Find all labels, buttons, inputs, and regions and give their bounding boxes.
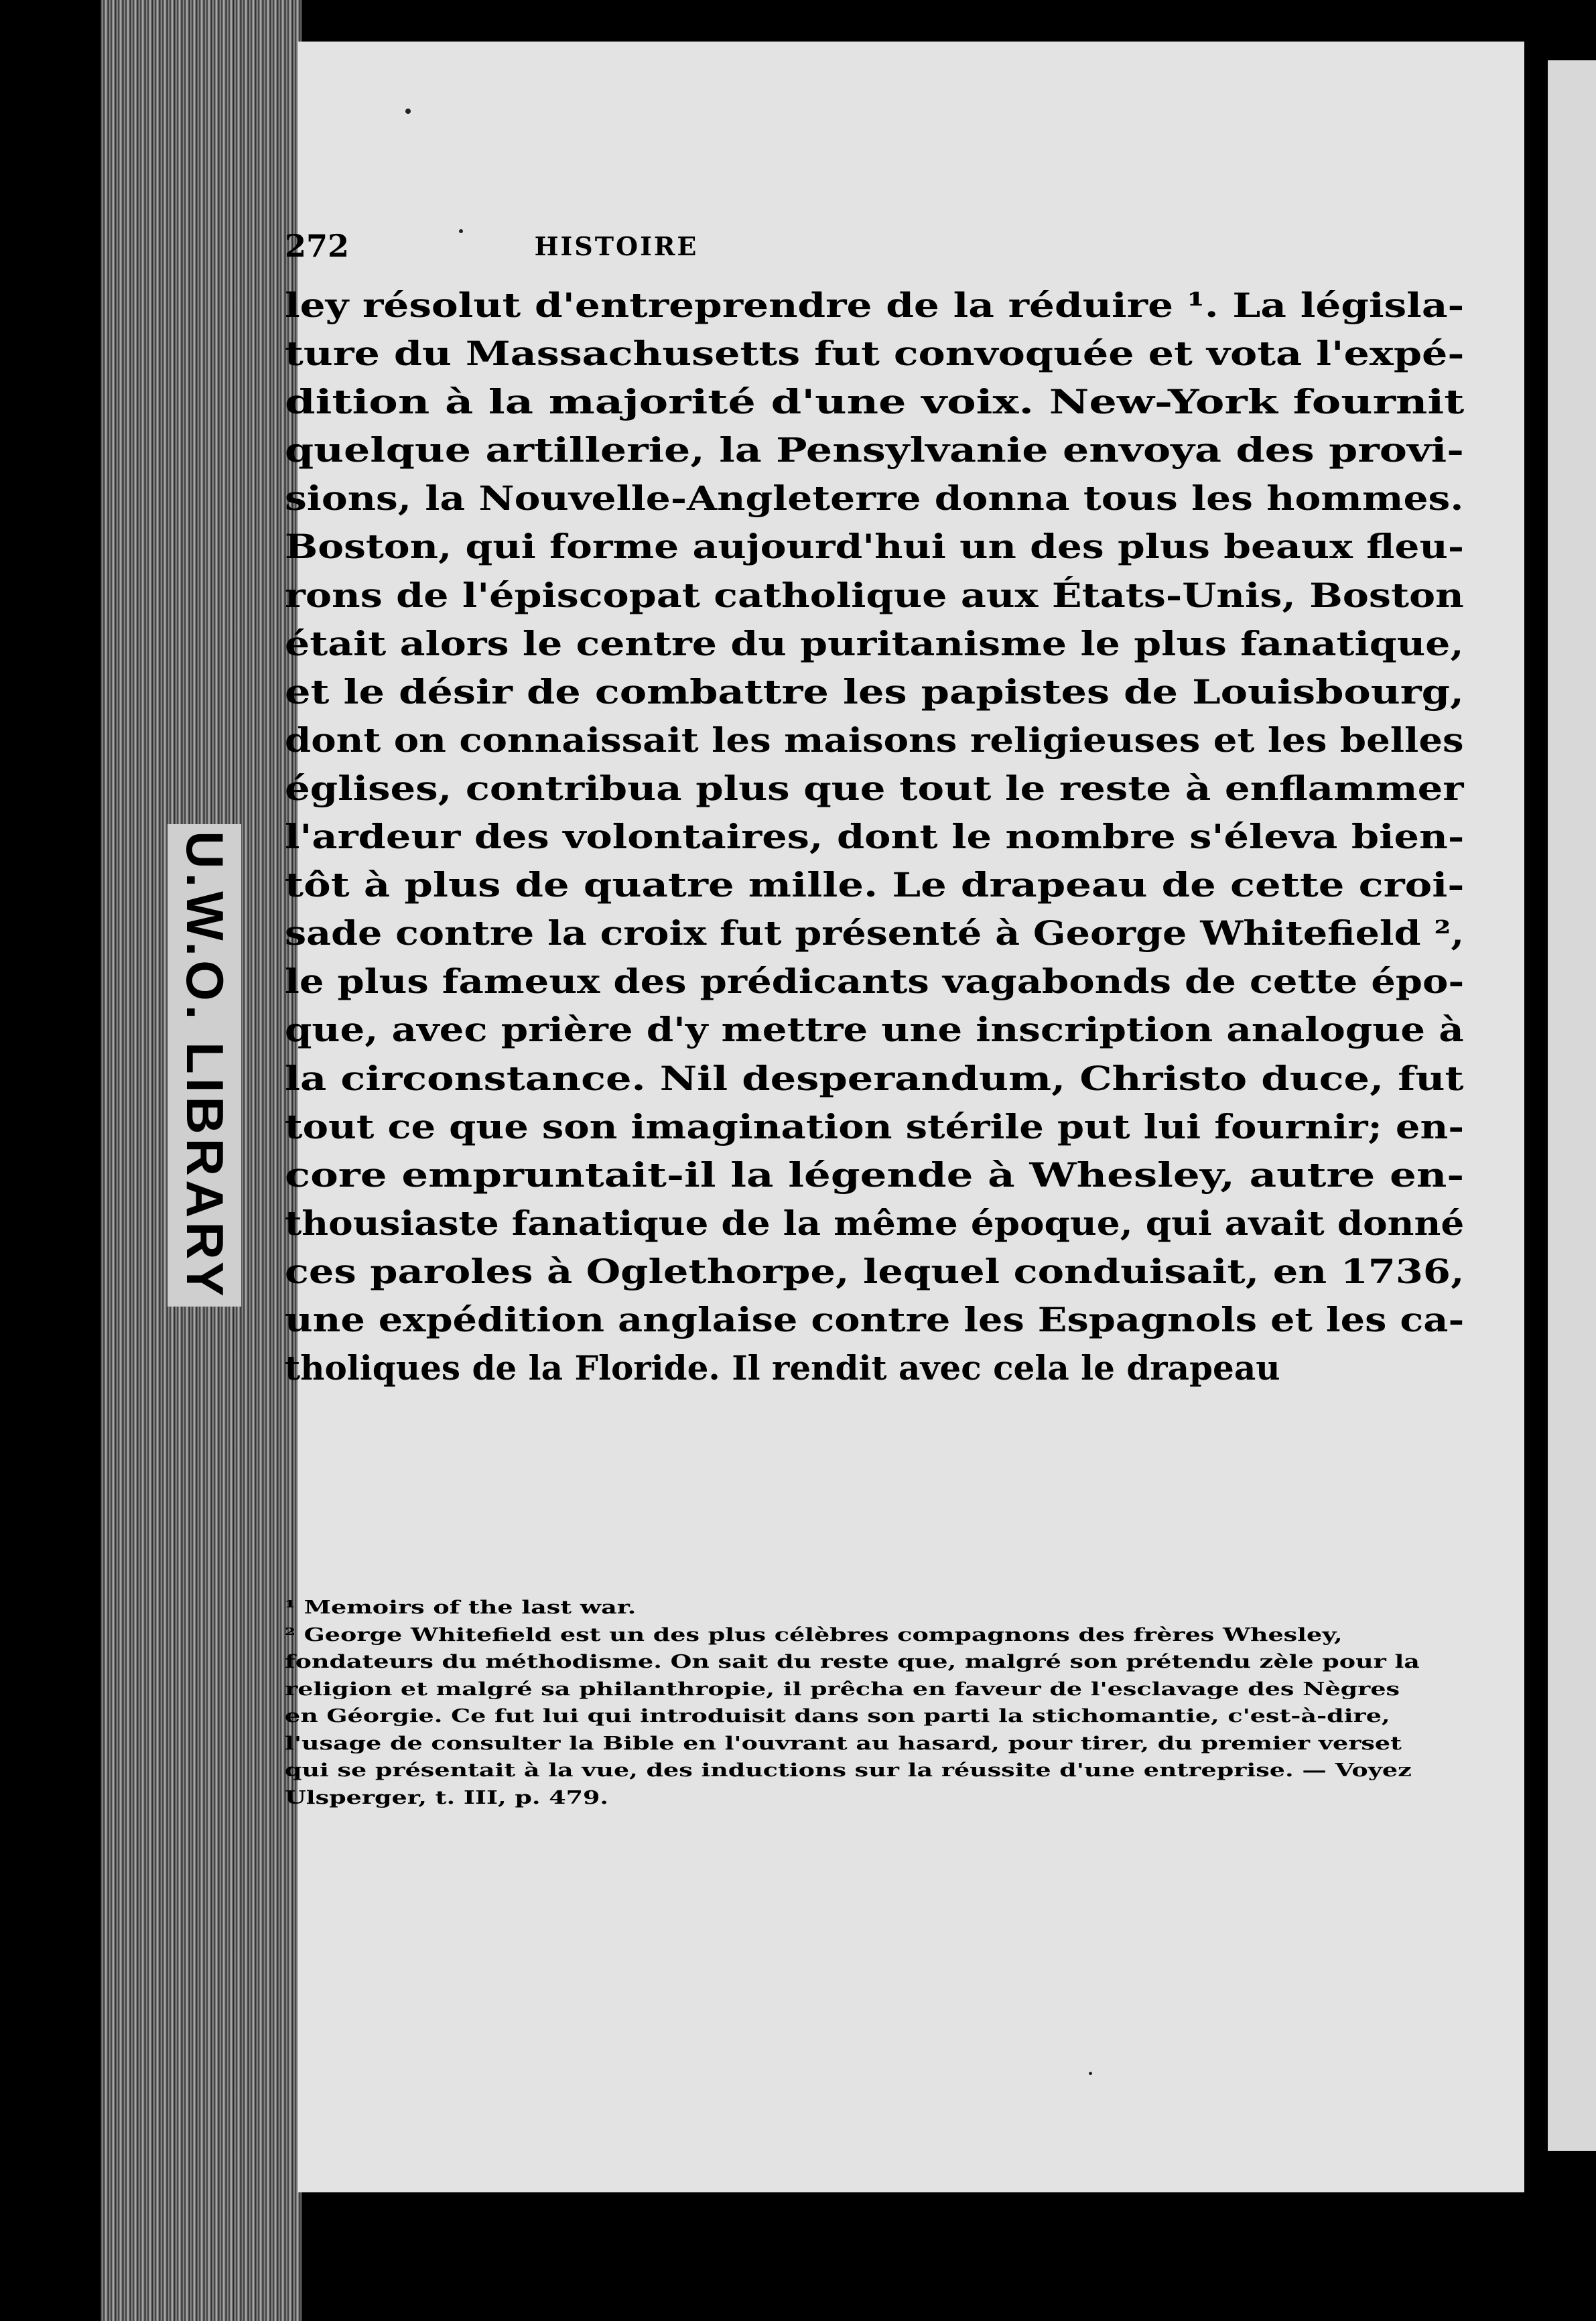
body-text (285, 281, 1464, 1392)
text-line: une expédition anglaise contre les Espagnols et les ca- (285, 1299, 1465, 1339)
footnote-line: en Géorgie. Ce fut lui qui introduisit dans son parti la stichomantie, c'est-à-dire, (285, 1706, 1390, 1727)
text-line: dition à la majorité d'une voix. New-York fournit (285, 382, 1465, 422)
text-line: que, avec prière d'y mettre une inscription analogue à (285, 1010, 1464, 1050)
text-line: ces paroles à Oglethorpe, lequel conduisait, en 1736, (285, 1251, 1465, 1291)
page-number: 272 (285, 228, 350, 264)
text-line: core empruntait-il la légende à Whesley, autre en- (285, 1154, 1465, 1195)
text-line: était alors le centre du puritanisme le plus fanatique, (285, 623, 1464, 663)
footnote-line: fondateurs du méthodisme. On sait du reste que, malgré son prétendu zèle pour la (285, 1652, 1420, 1672)
speck (1089, 2072, 1092, 2075)
footnote-line: ¹ Memoirs of the last war. (285, 1597, 637, 1618)
footnote-line: l'usage de consulter la Bible en l'ouvrant au hasard, pour tirer, du premier verset (285, 1733, 1402, 1754)
text-line: tôt à plus de quatre mille. Le drapeau de cette croi- (285, 865, 1465, 905)
footnotes (285, 1595, 1464, 1812)
footnote-line: qui se présentait à la vue, des inductions sur la réussite d'une entreprise. — Voyez (285, 1760, 1412, 1781)
text-line: la circonstance. Nil desperandum, Christo duce, fut (285, 1058, 1464, 1098)
text-line: ture du Massachusetts fut convoquée et vota l'expé- (285, 334, 1465, 374)
footnote-line: ² George Whitefield est un des plus célèbres compagnons des frères Whesley, (285, 1624, 1343, 1646)
text-line: tout ce que son imagination stérile put lui fournir; en- (285, 1106, 1465, 1146)
text-line: et le désir de combattre les papistes de Louisbourg, (285, 671, 1465, 712)
text-line: rons de l'épiscopat catholique aux États-Unis, Boston (285, 575, 1464, 615)
text-line: Boston, qui forme aujourd'hui un des plus beaux fleu- (285, 527, 1464, 567)
text-line: thousiaste fanatique de la même époque, qui avait donné (285, 1203, 1465, 1243)
footnote-line: religion et malgré sa philanthropie, il prêcha en faveur de l'esclavage des Nègres (285, 1678, 1400, 1700)
text-line: quelque artillerie, la Pensylvanie envoya des provi- (285, 430, 1464, 470)
text-line: tholiques de la Floride. Il rendit avec cela le drapeau (285, 1348, 1280, 1388)
library-stamp-text: U.W.O. LIBRARY (175, 830, 235, 1301)
text-line: églises, contribua plus que tout le reste à enflammer (285, 768, 1464, 808)
speck (405, 109, 411, 114)
text-line: sade contre la croix fut présenté à George Whitefield ², (285, 913, 1465, 953)
library-stamp (168, 824, 241, 1307)
text-line: sions, la Nouvelle-Angleterre donna tous les hommes. (285, 478, 1464, 519)
text-line: le plus fameux des prédicants vagabonds de cette épo- (285, 961, 1465, 1002)
text-line: l'ardeur des volontaires, dont le nombre s'éleva bien- (285, 817, 1465, 857)
text-line: ley résolut d'entreprendre de la réduire ¹. La législa- (285, 285, 1465, 325)
running-title: HISTOIRE (534, 231, 699, 261)
text-line: dont on connaissait les maisons religieuses et les belles (285, 720, 1464, 760)
footnote-line: Ulsperger, t. III, p. 479. (285, 1787, 609, 1808)
